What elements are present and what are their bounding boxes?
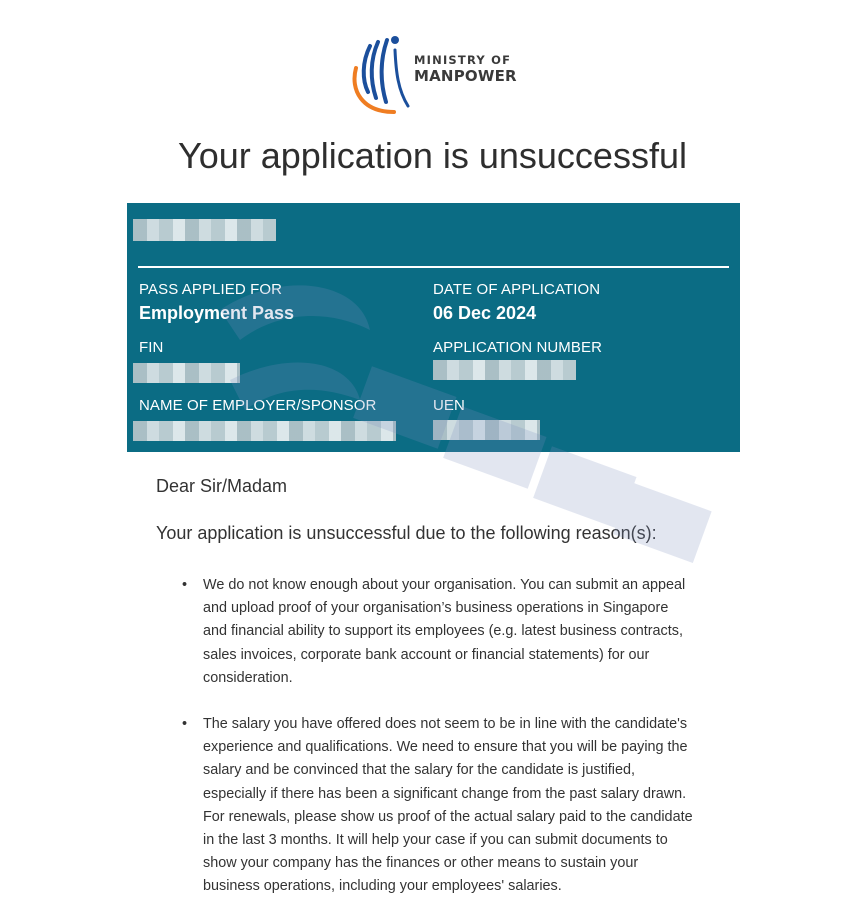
date-of-application-label: DATE OF APPLICATION <box>433 281 601 298</box>
employer-name-label: NAME OF EMPLOYER/SPONSOR <box>139 397 377 414</box>
mom-logo <box>350 32 520 116</box>
card-divider <box>138 266 729 268</box>
logo-line-ministry: MINISTRY OF <box>414 53 512 67</box>
pass-applied-label: PASS APPLIED FOR <box>139 281 283 298</box>
fin-label: FIN <box>139 339 164 356</box>
redacted-fin <box>133 363 240 383</box>
redacted-applicant-name <box>133 219 276 241</box>
redacted-application-number <box>433 360 576 380</box>
page-title: Your application is unsuccessful <box>178 135 687 176</box>
redacted-employer-name <box>133 421 396 441</box>
application-number-label: APPLICATION NUMBER <box>433 339 603 356</box>
greeting: Dear Sir/Madam <box>156 476 288 496</box>
uen-label: UEN <box>433 397 465 414</box>
logo-line-manpower: MANPOWER <box>414 67 517 85</box>
mom-logo-mark <box>350 32 412 116</box>
redacted-uen <box>433 420 540 440</box>
reason-text: The salary you have offered does not seem to be in line with the candidate's experience and qualifications. We need to ensure that you will be paying the salary and be convinced that the salary for the candidate is justified, especially if there has been a significant change from the past salary drawn. For renewals, please show us proof of the actual salary paid to the candidate in the last 3 months. It will help your case if you can submit documents to show your company has the finances or other means to sustain your business operations, including your employees' salaries. <box>203 716 693 895</box>
reason-text: We do not know enough about your organisation. You can submit an appeal and upload proof of your organisation’s business operations in Singapore and financial ability to support its employees (e.g. latest business contracts, sales invoices, corporate bank account or financial statements) for our consideration. <box>203 577 686 686</box>
bullet-icon: • <box>182 716 188 733</box>
application-summary-card <box>127 203 740 452</box>
pass-applied-value: Employment Pass <box>139 303 295 323</box>
date-of-application-value: 06 Dec 2024 <box>433 303 537 323</box>
bullet-icon: • <box>182 577 188 593</box>
reasons-list <box>176 574 696 922</box>
reason-item <box>176 574 696 690</box>
intro-text: Your application is unsuccessful due to the following reason(s): <box>156 523 657 543</box>
reason-item <box>176 713 696 899</box>
